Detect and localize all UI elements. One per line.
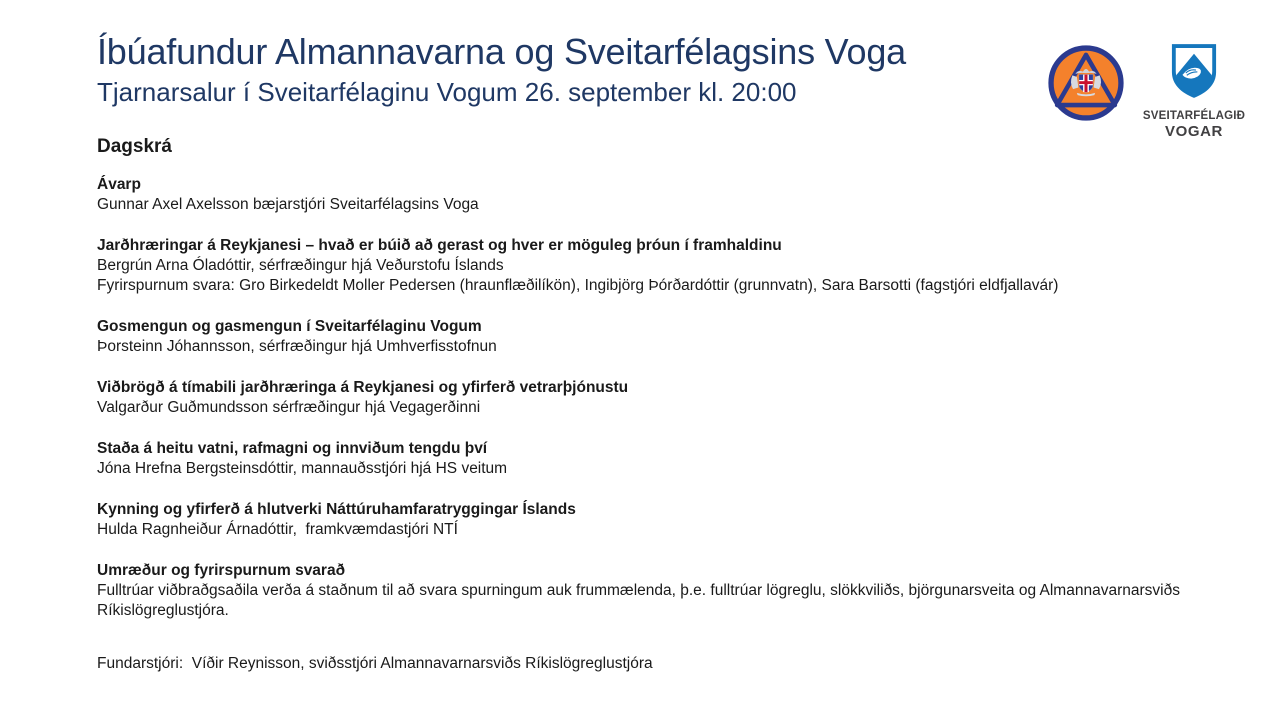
agenda-item-title: Ávarp (97, 176, 141, 193)
logo-group (1048, 42, 1246, 140)
agenda-item-line: Þorsteinn Jóhannsson, sérfræðingur hjá Umhverfisstofnun (97, 338, 497, 355)
page-title: Íbúafundur Almannavarna og Sveitarfélagsins Voga (97, 31, 906, 72)
almannavarnir-logo-icon (1048, 42, 1124, 126)
agenda-item-line: Jóna Hrefna Bergsteinsdóttir, mannauðsstjóri hjá HS veitum (97, 460, 508, 477)
agenda-item-avarp (97, 175, 1187, 215)
agenda-item-line: Bergrún Arna Óladóttir, sérfræðingur hjá Veðurstofu Íslands (97, 257, 504, 274)
agenda-item-gosmengun (97, 317, 1187, 357)
agenda-item-line: Hulda Ragnheiður Árnadóttir, framkvæmdastjóri NTÍ (97, 521, 458, 538)
agenda-item-title: Jarðhræringar á Reykjanesi – hvað er búið að gerast og hver er möguleg þróun í framhaldinu (97, 237, 782, 254)
agenda-item-title: Kynning og yfirferð á hlutverki Náttúruhamfaratryggingar Íslands (97, 501, 576, 518)
agenda-item-line: Gunnar Axel Axelsson bæjarstjóri Sveitarfélagsins Voga (97, 196, 479, 213)
page-subtitle: Tjarnarsalur í Sveitarfélaginu Vogum 26. september kl. 20:00 (97, 77, 797, 108)
agenda-item-stada (97, 439, 1187, 479)
agenda-item-title: Staða á heitu vatni, rafmagni og innviðum tengdu því (97, 440, 488, 457)
agenda-item-title: Gosmengun og gasmengun í Sveitarfélaginu Vogum (97, 318, 482, 335)
vogar-shield-icon (1170, 42, 1218, 105)
vogar-wordmark-line1: SVEITARFÉLAGIÐ (1142, 110, 1246, 122)
agenda-item-title: Viðbrögð á tímabili jarðhræringa á Reykjanesi og yfirferð vetrarþjónustu (97, 379, 629, 396)
agenda-heading: Dagskrá (97, 136, 172, 157)
vogar-wordmark-line2: VOGAR (1164, 123, 1223, 141)
agenda-item-line: Fyrirspurnum svara: Gro Birkedeldt Moller Pedersen (hraunflæðilíkön), Ingibjörg Þórðardóttir (grunnvatn), Sara Barsotti (fagstjóri eldfjallavár) (97, 277, 1059, 294)
agenda-item-line: Fulltrúar viðbraðgsaðila verða á staðnum til að svara spurningum auk frummælenda, þ.e. fulltrúar lögreglu, slökkviliðs, björgunarsveita og Almannavarnarsviðs Ríkislögreglustjóra. (97, 582, 1185, 619)
agenda-item-kynning (97, 500, 1187, 540)
agenda-item-line: Valgarður Guðmundsson sérfræðingur hjá Vegagerðinni (97, 399, 481, 416)
agenda-item-umraedur (97, 561, 1187, 621)
meeting-chair-line: Fundarstjóri: Víðir Reynisson, sviðsstjóri Almannavarnarsviðs Ríkislögreglustjóra (97, 655, 653, 672)
agenda-section (97, 136, 1187, 674)
vogar-logo (1142, 42, 1246, 140)
agenda-item-vidbrogd (97, 378, 1187, 418)
agenda-item-jardhraeringar (97, 236, 1187, 296)
agenda-item-title: Umræður og fyrirspurnum svarað (97, 562, 346, 579)
